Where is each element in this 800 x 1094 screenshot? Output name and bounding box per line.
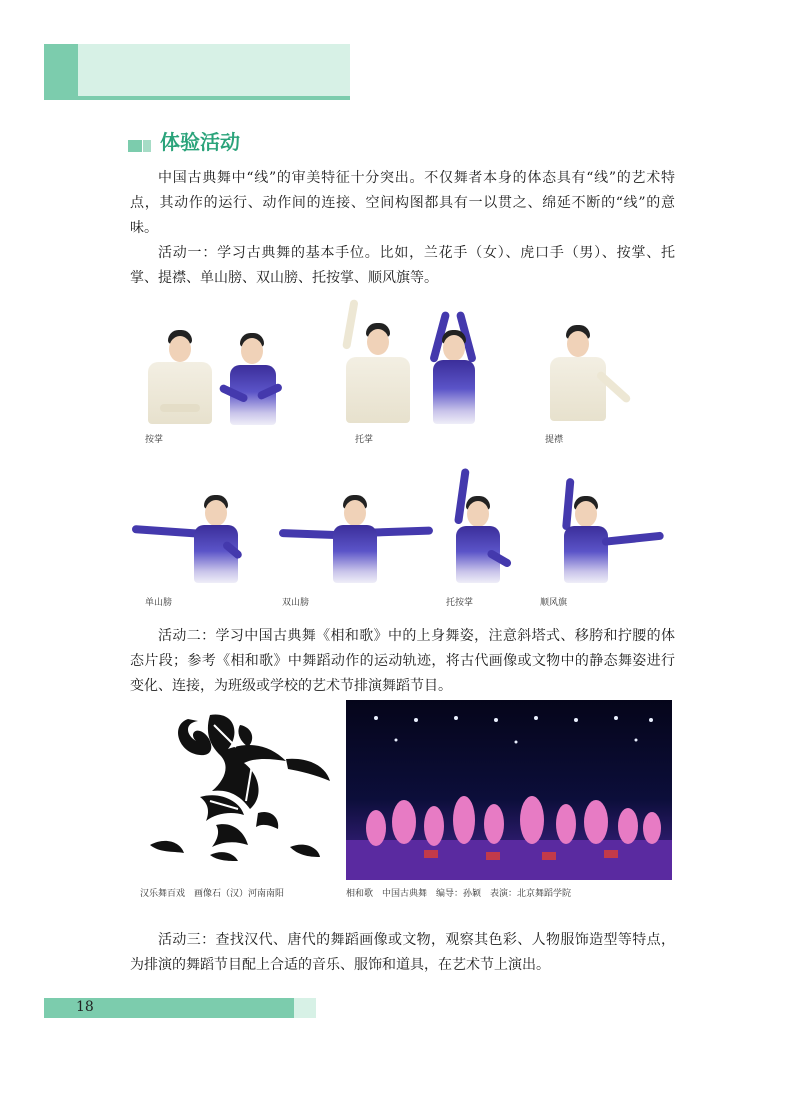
activity-two-paragraph <box>130 624 675 699</box>
caption-relief: 汉乐舞百戏 画像石（汉）河南南阳 <box>140 889 285 899</box>
caption-tuozhang: 托掌 <box>355 435 374 445</box>
section-marker-light <box>143 140 151 152</box>
intro-paragraph <box>130 166 675 291</box>
page-number: 18 <box>76 999 94 1015</box>
activity-three-paragraph <box>130 928 675 978</box>
activity-one-text: 活动一：学习古典舞的基本手位。比如，兰花手（女）、虎口手（男）、按掌、托掌、提襟、单山膀、双山膀、托按掌、顺风旗等。 <box>130 245 675 286</box>
dancer-man-tijin <box>548 325 638 423</box>
section-title: 体验活动 <box>160 130 240 154</box>
caption-stage: 相和歌 中国古典舞 编导：孙颖 表演：北京舞蹈学院 <box>346 889 572 899</box>
dancer-woman-tuozhang <box>425 298 483 425</box>
dancer-woman-tuoanzhang <box>448 462 518 583</box>
caption-shunfengqi: 顺风旗 <box>540 598 568 608</box>
activity-two-text: 活动二：学习中国古典舞《相和歌》中的上身舞姿，注意斜塔式、移胯和拧腰的体态片段；参考《相和歌》中舞蹈动作的运动轨迹，将古代画像或文物中的静态舞姿进行变化、连接，为班级或学校的艺术节排演舞蹈节目。 <box>130 628 675 694</box>
dancer-woman-anzhang <box>218 333 286 425</box>
caption-tuoanzhang: 托按掌 <box>446 598 474 608</box>
dancer-man-anzhang <box>140 330 220 425</box>
dancer-woman-shuangshanbang <box>275 495 435 583</box>
caption-anzhang: 按掌 <box>145 435 164 445</box>
caption-danshanbang: 单山膀 <box>145 598 173 608</box>
dancer-woman-danshanbang <box>128 495 248 583</box>
paragraph-text: 中国古典舞中“线”的审美特征十分突出。不仅舞者本身的体态具有“线”的艺术特点，其动作的运行、动作间的连接、空间构图都具有一以贯之、绵延不断的“线”的意味。 <box>130 170 675 236</box>
stage-performance-photo <box>346 700 672 880</box>
section-marker <box>128 140 142 152</box>
han-relief-image <box>140 705 336 873</box>
dancer-man-tuozhang <box>340 295 420 425</box>
header-accent-block <box>44 44 78 96</box>
caption-shuangshanbang: 双山膀 <box>282 598 310 608</box>
footer-bar-light <box>294 998 316 1018</box>
activity-three-text: 活动三：查找汉代、唐代的舞蹈画像或文物，观察其色彩、人物服饰造型等特点，为排演的舞蹈节目配上合适的音乐、服饰和道具，在艺术节上演出。 <box>130 932 675 973</box>
caption-tijin: 提襟 <box>545 435 564 445</box>
dancer-woman-shunfengqi <box>560 470 670 583</box>
header-bar <box>44 44 350 100</box>
